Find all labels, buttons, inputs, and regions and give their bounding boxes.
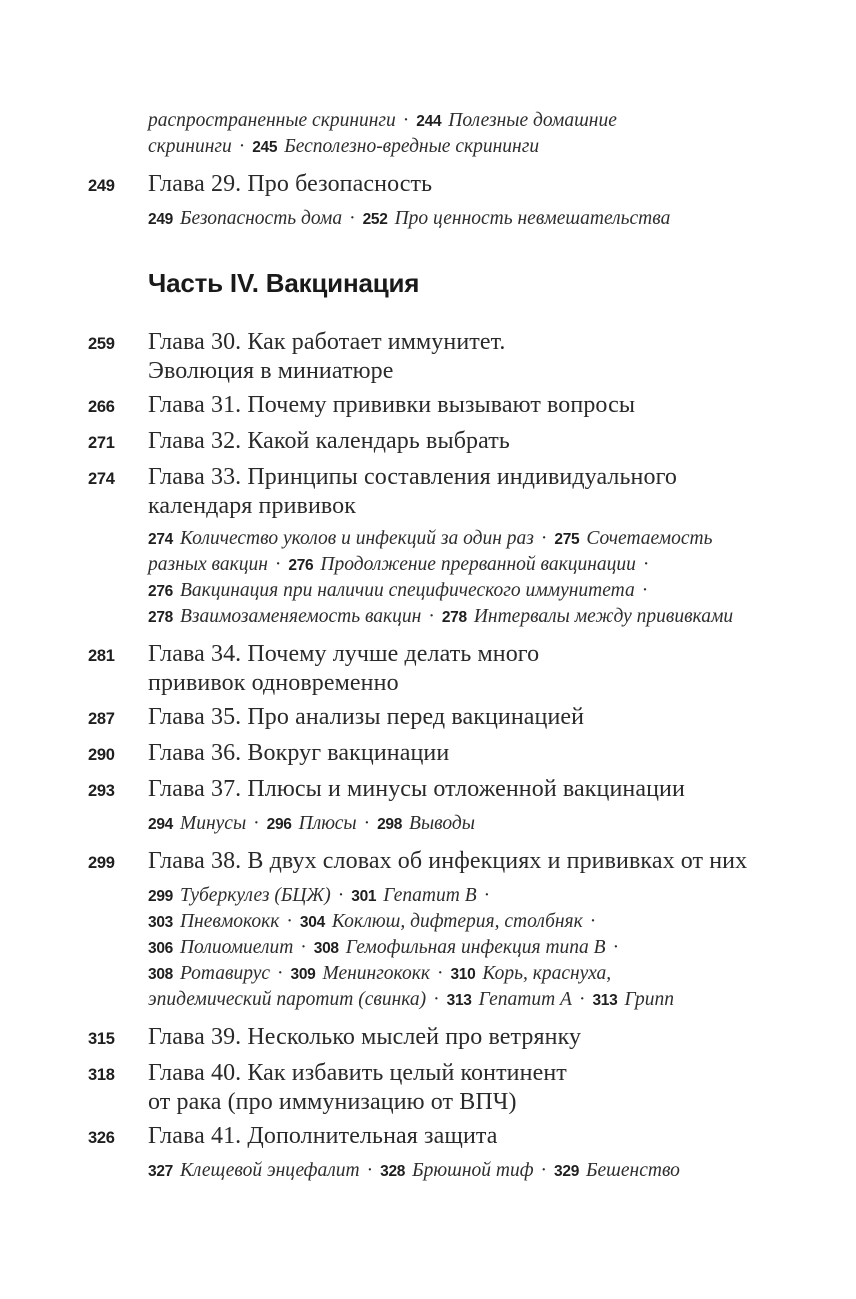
separator-dot-icon: · [337, 885, 345, 906]
chapter-title [148, 847, 747, 876]
separator-dot-icon: · [612, 937, 620, 958]
subsection-page-number: 328 [380, 1163, 406, 1180]
subsection-line [148, 552, 816, 578]
chapter-page-number: 274 [88, 470, 115, 488]
subsection-page-number: 306 [148, 940, 173, 957]
chapter-title [148, 703, 584, 732]
subsection-page-number: 274 [148, 531, 173, 548]
chapter-title [148, 1023, 581, 1052]
toc-chapter-entry [88, 1023, 816, 1054]
subsection-list [148, 108, 816, 160]
separator-dot-icon: · [238, 136, 246, 157]
subsection-line [148, 987, 816, 1013]
subsection-page-number: 309 [290, 966, 316, 983]
subsection-title: Бешенство [586, 1160, 680, 1181]
subsection-page-number: 252 [362, 211, 388, 228]
subsection-page-number: 275 [554, 531, 580, 548]
subsection-line [148, 578, 816, 604]
subsection-title: Плюсы [298, 813, 357, 834]
subsection-title: Взаимозаменяемость вакцин [179, 606, 422, 627]
subsection-page-number: 299 [148, 888, 173, 905]
subsection-title: Менингококк [322, 963, 430, 984]
separator-dot-icon: · [483, 885, 491, 906]
subsection-title: Вакцинация при наличии специфического иммунитета [179, 580, 635, 601]
subsection-list [148, 206, 816, 232]
toc-chapter-entry [88, 640, 816, 698]
chapter-title-line: Глава 37. Плюсы и минусы отложенной вакцинации [148, 776, 685, 802]
chapter-title-line: Глава 33. Принципы составления индивидуального [148, 464, 678, 490]
chapter-page-number: 318 [88, 1066, 115, 1084]
separator-dot-icon: · [300, 937, 307, 958]
subsection-page-number: 245 [252, 139, 278, 156]
separator-dot-icon: · [428, 606, 435, 627]
chapter-title-line: Глава 35. Про анализы перед вакцинацией [148, 704, 585, 730]
subsection-page-number: 329 [554, 1163, 580, 1180]
subsection-title: Брюшной тиф [412, 1160, 534, 1181]
subsection-page-number: 313 [446, 992, 472, 1009]
separator-dot-icon: · [642, 554, 650, 575]
subsection-list [148, 1158, 816, 1184]
subsection-page-number: 313 [592, 992, 618, 1009]
chapter-title-line: Глава 39. Несколько мыслей про ветрянку [148, 1024, 582, 1050]
subsection-line [148, 134, 816, 160]
subsection-line [148, 206, 816, 232]
chapter-page-number: 290 [88, 746, 115, 764]
subsection-title: Продолжение прерванной вакцинации [320, 554, 636, 575]
subsection-title: Безопасность дома [179, 208, 343, 229]
separator-dot-icon: · [363, 813, 371, 834]
subsection-line [148, 1158, 816, 1184]
subsection-title: Коклюш, дифтерия, столбняк [331, 911, 583, 932]
toc-chapter-entry [88, 328, 816, 386]
subsection-title: эпидемический паротит (свинка) [148, 989, 427, 1010]
subsection-title: Гепатит В [383, 885, 477, 906]
subsection-page-number: 308 [148, 966, 173, 983]
toc-chapter-entry [88, 847, 816, 878]
part-heading: Часть IV. Вакцинация [148, 268, 420, 298]
toc-chapter-entry [88, 463, 816, 521]
subsection-title: Клещевой энцефалит [179, 1160, 360, 1181]
toc-chapter-entry [88, 1059, 816, 1117]
subsection-title: Количество уколов и инфекций за один раз [179, 528, 534, 549]
separator-dot-icon: · [589, 911, 597, 932]
chapter-page-number: 271 [88, 434, 115, 452]
subsection-list [148, 883, 816, 1013]
chapter-title [148, 739, 449, 768]
toc-chapter-entry [88, 170, 816, 201]
subsection-title: Пневмококк [179, 911, 280, 932]
chapter-title-line: Глава 29. Про безопасность [148, 171, 433, 197]
separator-dot-icon: · [433, 989, 440, 1010]
chapter-page-number: 315 [88, 1030, 115, 1048]
chapter-title-line: Эволюция в миниатюре [148, 358, 394, 384]
separator-dot-icon: · [286, 911, 293, 932]
subsection-line [148, 604, 816, 630]
separator-dot-icon: · [366, 1160, 374, 1181]
chapter-page-number: 249 [88, 177, 115, 195]
separator-dot-icon: · [402, 110, 410, 131]
subsection-title: Ротавирус [179, 963, 271, 984]
subsection-page-number: 308 [313, 940, 339, 957]
subsection-line [148, 935, 816, 961]
chapter-title-line: прививок одновременно [148, 670, 399, 696]
subsection-page-number: 296 [266, 816, 292, 833]
subsection-page-number: 304 [299, 914, 325, 931]
chapter-title [148, 1059, 567, 1117]
subsection-page-number: 298 [377, 816, 403, 833]
subsection-title: Бесполезно-вредные скрининги [284, 136, 540, 157]
subsection-title: разных вакцин [148, 554, 268, 575]
subsection-page-number: 303 [148, 914, 173, 931]
subsection-title: Грипп [624, 989, 674, 1010]
separator-dot-icon: · [274, 554, 282, 575]
chapter-title-line: Глава 38. В двух словах об инфекциях и прививках от них [148, 848, 748, 874]
subsection-title: Полезные домашние [448, 110, 617, 131]
chapter-title-line: Глава 40. Как избавить целый континент [148, 1060, 567, 1086]
chapter-title [148, 391, 635, 420]
separator-dot-icon: · [349, 208, 356, 229]
chapter-title-line: Глава 31. Почему прививки вызывают вопросы [148, 392, 636, 418]
subsection-line [148, 961, 816, 987]
subsection-title: распространенные скрининги [148, 110, 396, 131]
chapter-title [148, 1122, 498, 1151]
toc-chapter-entry [88, 703, 816, 734]
subsection-line [148, 883, 816, 909]
chapter-page-number: 326 [88, 1129, 115, 1147]
subsection-page-number: 276 [288, 557, 314, 574]
chapter-page-number: 293 [88, 782, 115, 800]
chapter-page-number: 281 [88, 647, 115, 665]
subsection-title: Корь, краснуха, [482, 963, 612, 984]
toc-entries [88, 108, 816, 1184]
subsection-title: Интервалы между прививками [473, 606, 734, 627]
chapter-title-line: Глава 32. Какой календарь выбрать [148, 428, 510, 454]
subsection-line [148, 811, 816, 837]
toc-chapter-entry [88, 391, 816, 422]
chapter-title [148, 328, 506, 386]
subsection-page-number: 249 [148, 211, 173, 228]
subsection-title: Гемофильная инфекция типа В [345, 937, 606, 958]
separator-dot-icon: · [540, 528, 548, 549]
separator-dot-icon: · [540, 1160, 548, 1181]
subsection-page-number: 294 [148, 816, 173, 833]
separator-dot-icon: · [277, 963, 284, 984]
toc-chapter-entry [88, 427, 816, 458]
chapter-title-line: Глава 36. Вокруг вакцинации [148, 740, 450, 766]
subsection-title: Про ценность невмешательства [394, 208, 671, 229]
subsection-page-number: 301 [351, 888, 377, 905]
subsection-page-number: 327 [148, 1163, 173, 1180]
chapter-page-number: 259 [88, 335, 115, 353]
subsection-line [148, 526, 816, 552]
toc-chapter-entry [88, 739, 816, 770]
chapter-title [148, 170, 432, 199]
subsection-page-number: 244 [416, 113, 442, 130]
chapter-title [148, 775, 685, 804]
subsection-list [148, 811, 816, 837]
toc-chapter-entry [88, 1122, 816, 1153]
subsection-title: Туберкулез (БЦЖ) [179, 885, 331, 906]
chapter-title-line: календаря прививок [148, 493, 357, 519]
subsection-line [148, 909, 816, 935]
chapter-title-line: Глава 30. Как работает иммунитет. [148, 329, 506, 355]
subsection-title: Полиомиелит [179, 937, 294, 958]
toc-chapter-entry [88, 775, 816, 806]
subsection-page-number: 278 [148, 609, 173, 626]
chapter-title-line: от рака (про иммунизацию от ВПЧ) [148, 1089, 517, 1115]
subsection-line [148, 108, 816, 134]
separator-dot-icon: · [578, 989, 586, 1010]
subsection-title: Минусы [179, 813, 247, 834]
chapter-title-line: Глава 34. Почему лучше делать много [148, 641, 540, 667]
chapter-title [148, 427, 510, 456]
subsection-title: Выводы [409, 813, 475, 834]
chapter-page-number: 287 [88, 710, 115, 728]
subsection-page-number: 310 [450, 966, 476, 983]
subsection-page-number: 278 [441, 609, 467, 626]
separator-dot-icon: · [641, 580, 649, 601]
subsection-page-number: 276 [148, 583, 173, 600]
separator-dot-icon: · [253, 813, 260, 834]
subsection-title: скрининги [148, 136, 232, 157]
chapter-title [148, 640, 539, 698]
chapter-page-number: 299 [88, 854, 115, 872]
chapter-title [148, 463, 677, 521]
chapter-title-line: Глава 41. Дополнительная защита [148, 1123, 498, 1149]
subsection-title: Гепатит А [478, 989, 572, 1010]
separator-dot-icon: · [436, 963, 444, 984]
subsection-list [148, 526, 816, 630]
chapter-page-number: 266 [88, 398, 115, 416]
subsection-title: Сочетаемость [586, 528, 713, 549]
